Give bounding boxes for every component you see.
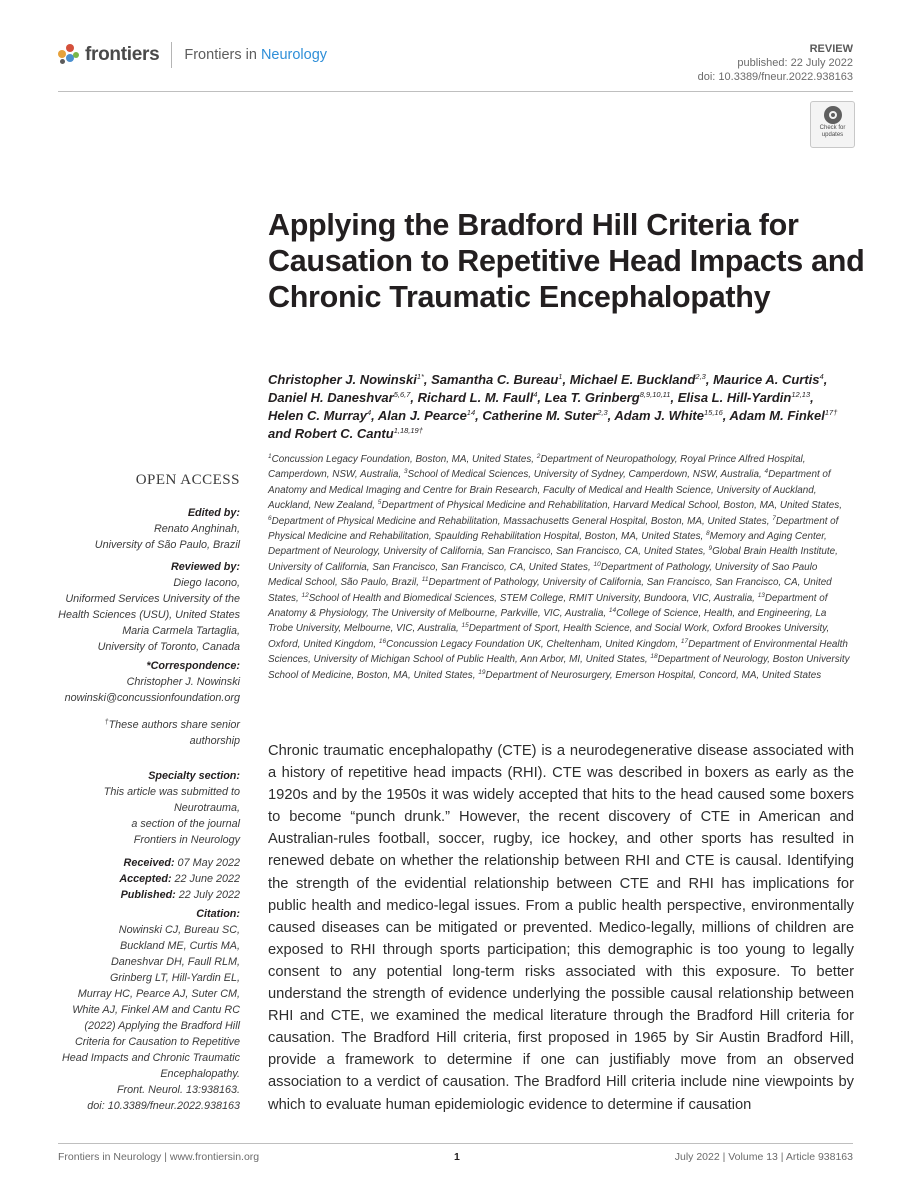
citation-line: White AJ, Finkel AM and Cantu RC [72, 1004, 240, 1016]
page-number: 1 [454, 1151, 460, 1163]
check-for-updates-button[interactable] [810, 101, 855, 148]
correspondence-name: Christopher J. Nowinski [126, 676, 240, 688]
affiliation-item: $^{15}$Department of Sport, Health Science, and Social Work, Oxford Brookes University, Oxford, United Kingdom, [268, 622, 830, 650]
affiliation-item: $^3$School of Medical Sciences, University of Sydney, Camperdown, NSW, Australia, [403, 468, 765, 481]
reviewed-by-label: Reviewed by: [170, 561, 240, 573]
citation-section [30, 906, 240, 1114]
citation-label: Citation: [196, 908, 240, 920]
author-name[interactable]: Daniel H. Daneshvar$^{5,6,7}$ [268, 390, 411, 405]
article-dates [119, 855, 240, 903]
citation-line: Murray HC, Pearce AJ, Suter CM, [77, 988, 240, 1000]
affiliation-item: $^{19}$Department of Neurosurgery, Emerson Hospital, Concord, MA, United States [478, 668, 822, 681]
published-date: published: 22 July 2022 [737, 57, 853, 69]
abstract-text: Chronic traumatic encephalopathy (CTE) is a neurodegenerative disease associated with a history of repetitive head impacts (RHI). CTE was described in boxers as early as the 1920s and by the 1950s it was widely accepted that hits to the head caused some boxers to become “punch drunk.” However, the recent discovery of CTE in American and Australian-rules football, soccer, rugby, ice hockey, and other sports has resulted in renewed debate on whether the relationship between RHI and CTE is causal. Identifying the strength of the evidential relationship between CTE and RHI has implications for public health and medico-legal issues. From a public health perspective, environmentally caused diseases can be mitigated or prevented. Medico-legally, millions of children are exposed to RHI through sports participation; this demographic is too young to legally consent to any potential long-term risks associated with this exposure. To better understand the strength of evidence underlying the possible causal relationship between RHI and CTE, we examined the medical literature through the Bradford Hill criteria for causation. The Bradford Hill criteria, first proposed in 1965 by Sir Austin Bradford Hill, provide a framework to determine if one can justifiably move from an observed association to a verdict of causation. The Bradford Hill criteria include nine viewpoints by which to evaluate human epidemiologic evidence to determine if causation [268, 743, 854, 1113]
open-access-label: OPEN ACCESS [135, 472, 240, 488]
affiliation-item: $^6$Department of Physical Medicine and Rehabilitation, Massachusetts General Hospital, Boston, MA, United States, [268, 514, 773, 527]
affiliation-item: $^{16}$Concussion Legacy Foundation UK, Cheltenham, United Kingdom, [378, 637, 681, 650]
author-separator: , [410, 390, 418, 405]
author-separator: , [705, 372, 714, 387]
footer-journal-link[interactable]: Frontiers in Neurology | www.frontiersin.org [58, 1151, 260, 1163]
author-name[interactable]: Elisa L. Hill-Yardin$^{12,13}$ [677, 390, 811, 405]
correspondence-label: *Correspondence: [146, 660, 240, 672]
reviewer-line: Diego Iacono, [173, 577, 240, 589]
journal-name: Frontiers in Neurology [184, 47, 328, 63]
reviewer-line: Health Sciences (USU), United States [58, 609, 240, 621]
frontiers-logo-icon [58, 44, 80, 66]
article-type: REVIEW [809, 43, 853, 55]
editor-line: Renato Anghinah, [153, 523, 240, 535]
citation-line: Buckland ME, Curtis MA, [120, 940, 240, 952]
author-separator: , [670, 390, 678, 405]
affiliation-item: $^{12}$School of Health and Biomedical Sciences, STEM College, RMIT University, Bundoora, VIC, Australia, [301, 591, 758, 604]
author-name[interactable]: Catherine M. Suter$^{2,3}$ [482, 408, 608, 423]
affiliation-item: $^7$Department of Physical Medicine and Rehabilitation, Spaulding Rehabilitation Hospital, Boston, MA, United States, [268, 514, 839, 543]
correspondence-email[interactable]: nowinski@concussionfoundation.org [64, 692, 240, 704]
citation-line: Daneshvar DH, Faull RLM, [110, 956, 240, 968]
affiliations [268, 452, 853, 683]
author-name[interactable]: Samantha C. Bureau$^1$ [431, 372, 563, 387]
author-name[interactable]: Adam J. White$^{15,16}$ [614, 408, 723, 423]
author-name[interactable]: Alan J. Pearce$^{14}$ [377, 408, 476, 423]
author-name[interactable]: Adam M. Finkel$^{17\dagger}$ [729, 408, 838, 423]
accepted-date: Accepted: 22 June 2022 [119, 873, 240, 885]
affiliation-item: $^{17}$Department of Environmental Health Sciences, University of Michigan School of Public Health, Ann Arbor, MI, United States, [268, 637, 848, 666]
frontiers-logo[interactable] [58, 42, 327, 68]
header-divider [171, 42, 172, 68]
author-separator: , [562, 372, 570, 387]
author-name[interactable]: Richard L. M. Faull$^4$ [417, 390, 538, 405]
author-separator: , [537, 390, 545, 405]
author-separator: , [475, 408, 483, 423]
editor-line: University of São Paulo, Brazil [94, 539, 240, 551]
affiliation-item: $^{13}$Department of Anatomy & Physiology, The University of Melbourne, Parkville, VIC, Australia, [268, 591, 828, 620]
article-title: Applying the Bradford Hill Criteria for Causation to Repetitive Head Impacts and Chronic Traumatic Encephalopathy [268, 208, 865, 314]
author-separator: and [268, 426, 295, 441]
crossmark-label: Check for updates [819, 125, 846, 138]
affiliation-item: $^5$Department of Physical Medicine and Rehabilitation, Harvard Medical School, Boston, MA, United States, [377, 499, 842, 512]
author-separator: , [722, 408, 730, 423]
affiliation-item: $^4$Department of Anatomy and Medical Imaging and Centre for Brain Research, Faculty of Medical and Health Science, University of Auckland, Auckland, New Zealand, [268, 468, 831, 512]
edited-by-section [30, 505, 240, 553]
author-name[interactable]: Helen C. Murray$^4$ [268, 408, 372, 423]
author-separator: , [810, 390, 814, 405]
header-rule [58, 91, 853, 92]
author-name[interactable]: Michael E. Buckland$^{2,3}$ [569, 372, 706, 387]
author-separator: , [371, 408, 378, 423]
published-date-side: Published: 22 July 2022 [120, 889, 240, 901]
affiliation-item: $^1$Concussion Legacy Foundation, Boston, MA, United States, [268, 453, 537, 465]
edited-by-label: Edited by: [187, 507, 240, 519]
affiliation-item: $^{18}$Department of Neurology, Boston University School of Medicine, Boston, MA, United States, [268, 653, 850, 681]
affiliation-item: $^{14}$College of Science, Health, and Engineering, La Trobe University, Melbourne, VIC, Australia, [268, 607, 827, 635]
brand-name: frontiers [85, 44, 160, 65]
affiliation-item: $^9$Global Brain Health Institute, University of California, San Francisco, San Francisco, CA, United States, [268, 545, 838, 573]
citation-line: (2022) Applying the Bradford Hill [84, 1020, 240, 1032]
affiliation-item: $^2$Department of Neuropathology, Royal Prince Alfred Hospital, Camperdown, NSW, Australia, [268, 453, 806, 481]
dagger-mark: † [104, 719, 109, 726]
footer-issue-info: July 2022 | Volume 13 | Article 938163 [674, 1151, 853, 1163]
affiliation-item: $^{11}$Department of Pathology, University of California, San Francisco, San Francisco, CA, United States, [268, 576, 832, 604]
citation-line: Encephalopathy. [160, 1068, 240, 1080]
citation-line: Nowinski CJ, Bureau SC, [118, 924, 240, 936]
shared-authorship-note: †These authors share senior authorship [104, 719, 240, 747]
reviewed-by-section [30, 559, 240, 655]
author-separator: , [423, 372, 432, 387]
reviewer-line: Maria Carmela Tartaglia, [122, 625, 240, 637]
author-name[interactable]: Lea T. Grinberg$^{8,9,10,11}$ [544, 390, 671, 405]
author-name[interactable]: Christopher J. Nowinski$^{1*}$ [268, 372, 424, 387]
article-doi[interactable]: doi: 10.3389/fneur.2022.938163 [697, 71, 853, 83]
author-separator: , [823, 372, 828, 387]
citation-line: Front. Neurol. 13:938163. [116, 1084, 240, 1096]
article-meta [698, 42, 853, 84]
citation-line: Head Impacts and Chronic Traumatic [61, 1052, 240, 1064]
citation-line: doi: 10.3389/fneur.2022.938163 [87, 1100, 240, 1112]
citation-line: Grinberg LT, Hill-Yardin EL, [109, 972, 240, 984]
author-name[interactable]: Maurice A. Curtis$^4$ [713, 372, 824, 387]
specialty-section: Specialty section: This article was submitted to Neurotrauma, a section of the journal Frontiers in Neurology [30, 768, 240, 848]
received-date: Received: 07 May 2022 [123, 857, 240, 869]
crossmark-icon [824, 106, 842, 124]
citation-line: Criteria for Causation to Repetitive [74, 1036, 240, 1048]
author-separator: , [607, 408, 615, 423]
author-list [268, 371, 858, 443]
specialty-label: Specialty section: [148, 770, 240, 782]
footer-rule [58, 1143, 853, 1144]
reviewer-line: Uniformed Services University of the [65, 593, 240, 605]
correspondence-section [30, 658, 240, 706]
reviewer-line: University of Toronto, Canada [97, 641, 240, 653]
affiliation-item: $^8$Memory and Aging Center, Department of Neurology, University of California, San Francisco, San Francisco, CA, United States, [268, 530, 827, 558]
author-name[interactable]: Robert C. Cantu$^{1,18,19\dagger}$ [294, 426, 423, 441]
affiliation-item: $^{10}$Department of Pathology, University of Sao Paulo Medical School, São Paulo, Brazil, [268, 560, 818, 589]
